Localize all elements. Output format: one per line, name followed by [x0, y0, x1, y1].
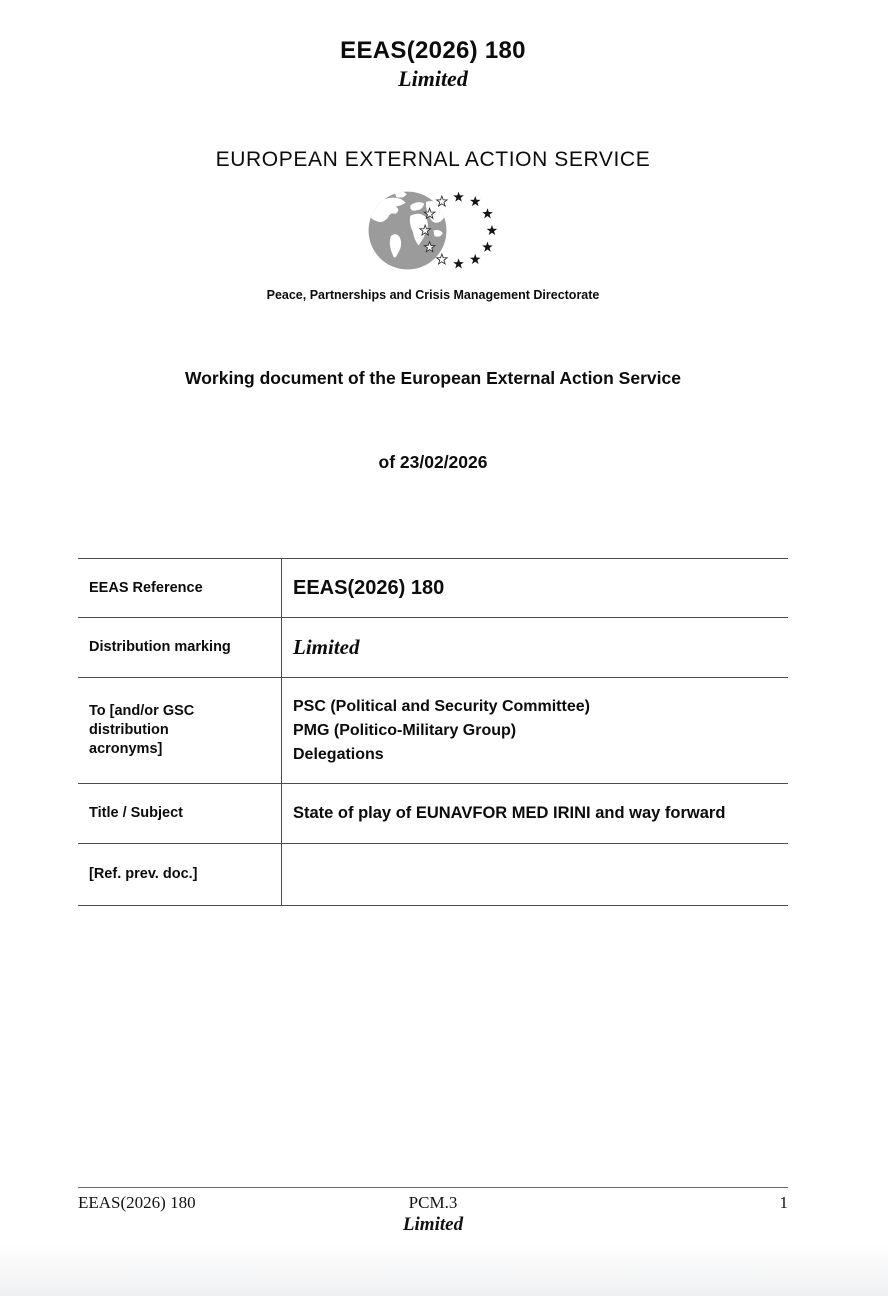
document-type-line: Working document of the European External Action Service: [185, 368, 681, 389]
row-value: [282, 559, 788, 617]
page-footer: [78, 1187, 788, 1236]
row-label: [78, 678, 282, 783]
row-label: [78, 559, 282, 617]
row-label-text: Distribution marking: [89, 639, 231, 656]
row-label: [78, 844, 282, 905]
row-value: [282, 678, 788, 783]
classification-marking-top: Limited: [398, 65, 468, 91]
row-label-line: acronyms]: [89, 741, 163, 758]
eeas-logo: [78, 186, 788, 276]
row-label-text: EEAS Reference: [89, 579, 203, 596]
recipient-line: PSC (Political and Security Committee): [293, 697, 590, 715]
row-value: [282, 844, 788, 905]
document-reference-heading: EEAS(2026) 180: [340, 37, 526, 64]
organisation-title: EUROPEAN EXTERNAL ACTION SERVICE: [215, 148, 651, 172]
table-row-ref-prev-doc: [78, 843, 788, 905]
row-label-line: To [and/or GSC: [89, 703, 195, 720]
table-row-recipients: [78, 677, 788, 783]
row-label-line: distribution: [89, 722, 169, 739]
row-value: [282, 618, 788, 677]
footer-unit: PCM.3: [408, 1193, 458, 1212]
table-row-eeas-reference: [78, 558, 788, 617]
document-content: [78, 0, 788, 906]
table-row-title-subject: [78, 783, 788, 843]
row-label-text: Title / Subject: [89, 805, 184, 822]
footer-reference: EEAS(2026) 180: [78, 1193, 196, 1212]
globe-stars-icon: [368, 186, 499, 276]
table-row-distribution-marking: [78, 617, 788, 677]
row-label: [78, 618, 282, 677]
row-value-text: Limited: [293, 635, 360, 660]
row-label-text: [Ref. prev. doc.]: [89, 866, 198, 883]
row-label: [78, 784, 282, 843]
recipient-line: Delegations: [293, 745, 384, 763]
row-value: [282, 784, 788, 843]
row-value-text: State of play of EUNAVFOR MED IRINI and way forward: [293, 804, 726, 823]
metadata-table: [78, 558, 788, 906]
classification-marking-footer: Limited: [402, 1214, 464, 1235]
recipient-line: PMG (Politico-Military Group): [293, 721, 517, 739]
directorate-name: Peace, Partnerships and Crisis Management Directorate: [266, 288, 600, 303]
row-value-text: EEAS(2026) 180: [293, 576, 445, 599]
footer-row: [78, 1188, 788, 1213]
document-date-line: of 23/02/2026: [378, 452, 488, 473]
footer-page-number: 1: [779, 1193, 788, 1212]
